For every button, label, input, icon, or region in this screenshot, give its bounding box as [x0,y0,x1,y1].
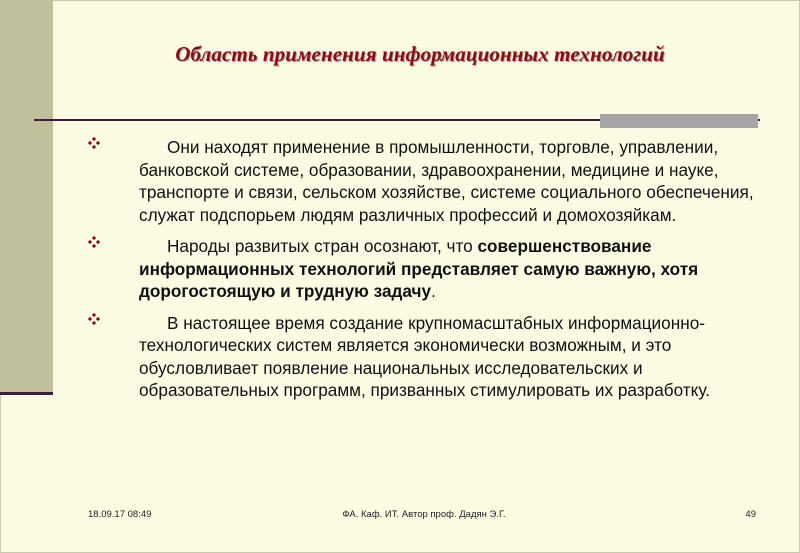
footer-date: 18.09.17 08:49 [88,509,152,520]
bullet-text-tail: . [431,281,436,301]
bullet-text-bold: совершенствование информационных технологий представляет самую важную, хотя дорогостоящую и трудную задачу [139,236,699,301]
bullet-text-regular: Они находят применение в промышленности, торговле, управлении, банковской системе, образовании, здравоохранении, медицине и науке, транспорте и связи, сельском хозяйстве, системе социального обеспечения, служат подспорьем людям различных профессий и домохозяйкам. [139,137,754,225]
diamond-bullet-icon [88,236,100,248]
bullet-text [139,235,768,303]
decorative-gray-block [600,114,758,128]
diamond-bullet-icon [88,137,100,149]
bullet-text [139,136,768,226]
bullet-item [88,312,768,402]
bullet-item [88,235,768,303]
bullet-list [88,136,768,411]
footer-author: ФА. Каф. ИТ. Автор проф. Дадян Э.Г. [342,509,506,520]
footer-page-number: 49 [745,509,756,520]
slide-title: Область применения информационных технологий [175,42,665,66]
bullet-text [139,312,768,402]
diamond-bullet-icon [88,313,100,325]
left-bar-base-line [0,392,53,395]
bullet-text-regular: Народы развитых стран осознают, что [167,236,478,256]
bullet-text-regular: В настоящее время создание крупномасштабных информационно-технологических систем является экономически возможным, и это обусловливает появление национальных исследовательских и образовательных программ, призванных стимулировать их разработку. [139,312,711,400]
bullet-item [88,136,768,226]
